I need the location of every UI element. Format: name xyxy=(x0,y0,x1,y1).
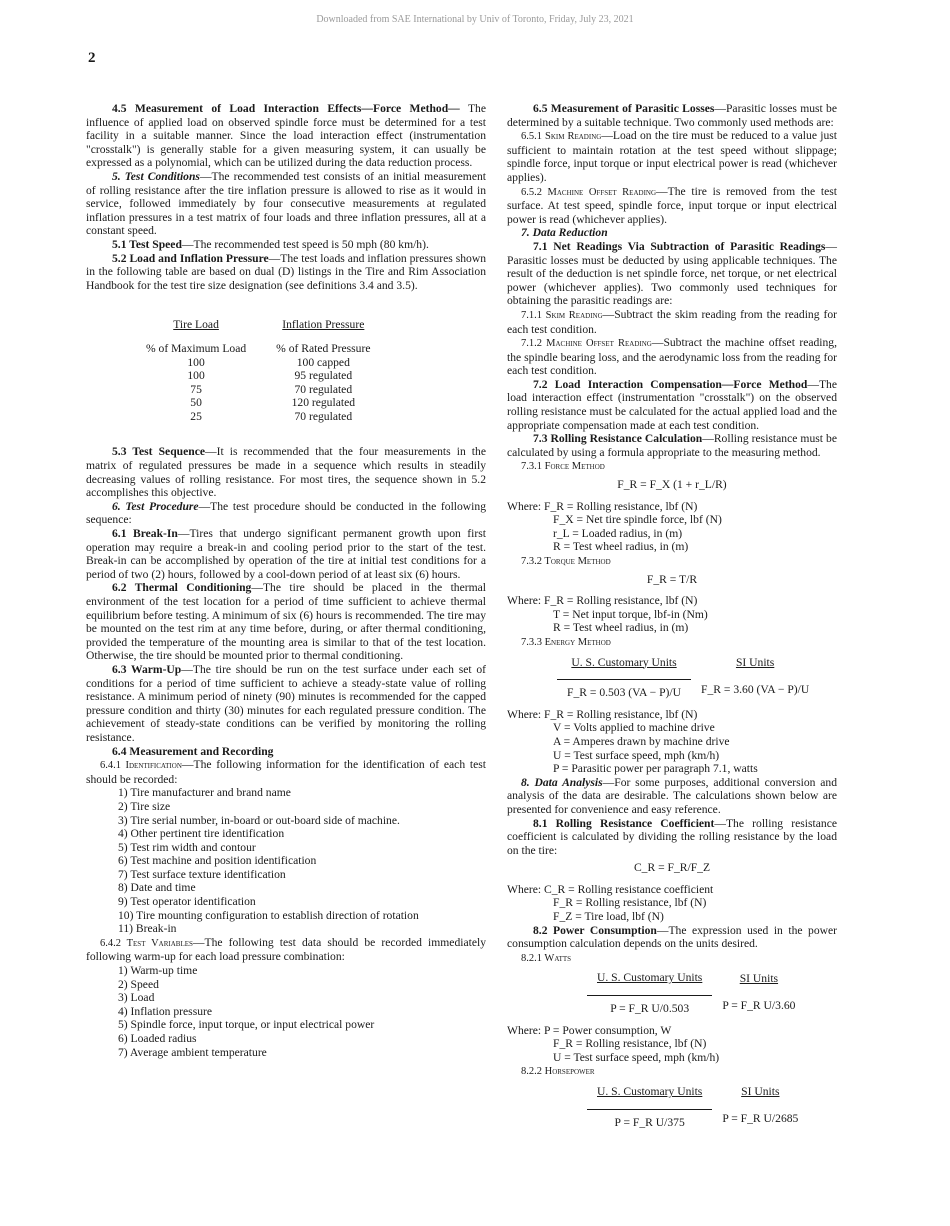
section-6-4: 6.4 Measurement and Recording xyxy=(112,744,274,758)
list-item: 8) Date and time xyxy=(118,881,196,895)
section-7: 7. Data Reduction xyxy=(521,226,608,240)
section-5: 5. Test Conditions—The recommended test consists of an initial measurement of rolling resistance after the tire inflation pressure is allowed to rise as it would in service, followed immediately by four consecutive measurements at regulated inflation pressures in a test matrix of four loads and three inflation pressures, all at a constant speed. xyxy=(86,169,486,238)
table-row: 100 100 capped xyxy=(187,355,350,369)
section-6-5-2: 6.5.2 Machine Offset Reading—The tire is removed from the test surface. At test speed, spindle force, input torque or input electrical power is read (whichever applies). xyxy=(507,184,837,226)
list-item: 3) Load xyxy=(118,991,155,1005)
load-pressure-table xyxy=(146,318,400,423)
table-header-load: Tire Load xyxy=(173,318,219,332)
list-item: 2) Tire size xyxy=(118,799,171,813)
list-item: 1) Warm-up time xyxy=(118,964,198,978)
section-7-1: 7.1 Net Readings Via Subtraction of Parasitic Readings—Parasitic losses must be deducted by using applicable techniques. The result of the deduction is net spindle force, net torque, or net electrical power (whichever applies). Two commonly used techniques for obtaining the parasitic readings are: xyxy=(507,239,837,308)
section-6-4-1: 6.4.1 Identification—The following information for the identification of each test should be recorded: xyxy=(86,758,486,786)
table-sub-load: % of Maximum Load xyxy=(146,341,247,355)
section-6-1: 6.1 Break-In—Tires that undergo significant permanent growth upon first operation may require a break-in and cooling period prior to the start of the test. Break-in can be accomplished by operation of the tire at initial test conditions for a period of two (2) hours, followed by a cool-down period of at least six (6) hours. xyxy=(86,527,486,581)
section-7-3-1: 7.3.1 Force Method xyxy=(521,461,605,473)
table-header-pressure: Inflation Pressure xyxy=(282,318,365,332)
section-6-5-1: 6.5.1 Skim Reading—Load on the tire must be reduced to a value just sufficient to maintain rotation at the test speed without slippage; spindle force, input torque or input electrical power is read (whichever applies). xyxy=(507,129,837,184)
where-watts: Where: P = Power consumption, W F_R = Rolling resistance, lbf (N) U = Test surface speed, mph (km/h) xyxy=(507,1023,720,1064)
list-item: 10) Tire mounting configuration to establish direction of rotation xyxy=(118,908,419,922)
where-force-method: Where: F_R = Rolling resistance, lbf (N) F_X = Net tire spindle force, lbf (N) r_L = Loaded radius, in (m) R = Test wheel radius, in (m) xyxy=(507,499,722,554)
right-column xyxy=(507,102,837,1137)
list-item: 2) Speed xyxy=(118,977,159,991)
section-6-5: 6.5 Measurement of Parasitic Losses—Parasitic losses must be determined by a suitable technique. Two commonly used methods are: xyxy=(507,102,837,129)
list-item: 1) Tire manufacturer and brand name xyxy=(118,786,291,800)
section-6-4-2: 6.4.2 Test Variables—The following test data should be recorded immediately following warm-up for each load pressure combination: xyxy=(86,935,486,964)
list-item: 4) Other pertinent tire identification xyxy=(118,827,285,841)
list-item: 7) Average ambient temperature xyxy=(118,1045,267,1059)
identification-list xyxy=(86,786,486,936)
formula-torque-method: F_R = T/R xyxy=(646,572,698,586)
where-torque-method: Where: F_R = Rolling resistance, lbf (N) T = Net input torque, lbf-in (Nm) R = Test wheel radius, in (m) xyxy=(507,594,708,635)
list-item: 7) Test surface texture identification xyxy=(118,867,286,881)
section-5-2: 5.2 Load and Inflation Pressure—The test loads and inflation pressures shown in the following table are based on dual (D) listings in the Tire and Rim Association Handbook for the test tire size designation (see definitions 3.4 and 3.5). xyxy=(86,251,486,292)
section-7-3-2: 7.3.2 Torque Method xyxy=(521,556,611,567)
formula-force-method: F_R = F_X (1 + r_L/R) xyxy=(617,478,727,492)
table-row: 25 70 regulated xyxy=(190,409,353,423)
section-6-3: 6.3 Warm-Up—The tire should be run on the test surface under each set of conditions for a period of time sufficient to achieve a steady-state value of rolling resistance. A minimum period of ninety (90) minutes is recommended for the capped pressure condition and thirty (30) minutes for each regulated pressure condition. The achievement of steady-state conditions can be verified by monitoring the rolling resistance. xyxy=(86,662,486,744)
section-7-1-2: 7.1.2 Machine Offset Reading—Subtract the machine offset reading, the spindle bearing loss, and the aerodynamic loss from the reading for each test condition. xyxy=(507,336,837,378)
section-6: 6. Test Procedure—The test procedure should be conducted in the following sequence: xyxy=(86,499,486,527)
section-5-3: 5.3 Test Sequence—It is recommended that the four measurements in the matrix of regulated pressures be made in a sequence which results in steadily decreasing values of rolling resistance. For most tires, the sequence shown in 5.2 accomplishes this objective. xyxy=(86,445,486,500)
where-coefficient: Where: C_R = Rolling resistance coefficient F_R = Rolling resistance, lbf (N) F_Z = Tire load, lbf (N) xyxy=(507,882,714,924)
table-row: 75 70 regulated xyxy=(190,382,353,396)
list-item: 6) Test machine and position identification xyxy=(118,854,317,868)
table-sub-pressure: % of Rated Pressure xyxy=(276,341,371,355)
units-energy-method: U. S. Customary Units SI Units F_R = 0.503 (VA − P)/U F_R = 3.60 (VA − P)/U xyxy=(557,656,819,700)
section-8-1: 8.1 Rolling Resistance Coefficient—The rolling resistance coefficient is calculated by dividing the rolling resistance by the load on the tire: xyxy=(507,816,837,857)
section-4-5: 4.5 Measurement of Load Interaction Effects—Force Method— The influence of applied load on observed spindle force must be determined for a test facility in a suitable manner. Since the load interaction effect (instrumentation "crosstalk") is generally stable for a given measuring system, it can usually be expressed as a polynomial, which can be utilized during the data reduction process. xyxy=(86,102,486,170)
left-column xyxy=(86,102,486,1059)
section-6-2: 6.2 Thermal Conditioning—The tire should be placed in the thermal environment of the test location for a period of time sufficient to achieve thermal equilibrium before testing. A minimum of six (6) hours is recommended. The tire may be mounted on the test rim at any time before, during, or after thermal conditioning, provided the temperature of the mounting area is similar to that of the test location. Otherwise, the tire should be mounted prior to thermal conditioning. xyxy=(86,581,486,663)
section-8-2-1: 8.2.1 Watts xyxy=(521,952,572,964)
section-7-3-3: 7.3.3 Energy Method xyxy=(521,636,611,648)
section-8: 8. Data Analysis—For some purposes, additional conversion and analysis of the data are desirable. The calculations shown below are presented for convenience and easy reference. xyxy=(507,775,837,816)
list-item: 4) Inflation pressure xyxy=(118,1004,213,1018)
list-item: 5) Spindle force, input torque, or input electrical power xyxy=(118,1018,375,1032)
list-item: 9) Test operator identification xyxy=(118,895,256,909)
section-8-2: 8.2 Power Consumption—The expression used in the power consumption calculation depends on the units desired. xyxy=(507,923,837,951)
where-energy-method: Where: F_R = Rolling resistance, lbf (N) V = Volts applied to machine drive A = Amperes drawn by machine drive U = Test surface speed, mph (km/h) P = Parasitic power per paragraph 7.1, watts xyxy=(507,707,758,776)
section-7-2: 7.2 Load Interaction Compensation—Force Method—The load interaction effect (instrumentation "crosstalk") on the observed rolling resistance must be calculated for the actual applied load and the appropriate compensation made at each test condition. xyxy=(507,377,837,432)
list-item: 11) Break-in xyxy=(118,922,177,936)
table-row: 100 95 regulated xyxy=(187,369,353,383)
section-5-1: 5.1 Test Speed—The recommended test speed is 50 mph (80 km/h). xyxy=(112,237,429,251)
list-item: 6) Loaded radius xyxy=(118,1032,197,1045)
units-horsepower: U. S. Customary Units SI Units P = F_R U/375 P = F_R U/2685 xyxy=(587,1085,808,1129)
section-8-2-2: 8.2.2 Horsepower xyxy=(521,1066,595,1078)
formula-coefficient: C_R = F_R/F_Z xyxy=(633,861,711,875)
section-7-1-1: 7.1.1 Skim Reading—Subtract the skim reading from the reading for each test condition. xyxy=(507,307,837,336)
list-item: 5) Test rim width and contour xyxy=(118,840,256,854)
section-7-3: 7.3 Rolling Resistance Calculation—Rolling resistance must be calculated by using a formula appropriate to the measuring method. xyxy=(507,432,837,459)
units-watts: U. S. Customary Units SI Units P = F_R U/0.503 P = F_R U/3.60 xyxy=(587,971,805,1015)
page-number: 2 xyxy=(88,50,96,66)
download-note: Downloaded from SAE International by Univ of Toronto, Friday, July 23, 2021 xyxy=(316,14,634,25)
list-item: 3) Tire serial number, in-board or out-board side of machine. xyxy=(118,813,400,827)
table-row: 50 120 regulated xyxy=(190,396,356,410)
test-variables-list xyxy=(86,964,486,1059)
